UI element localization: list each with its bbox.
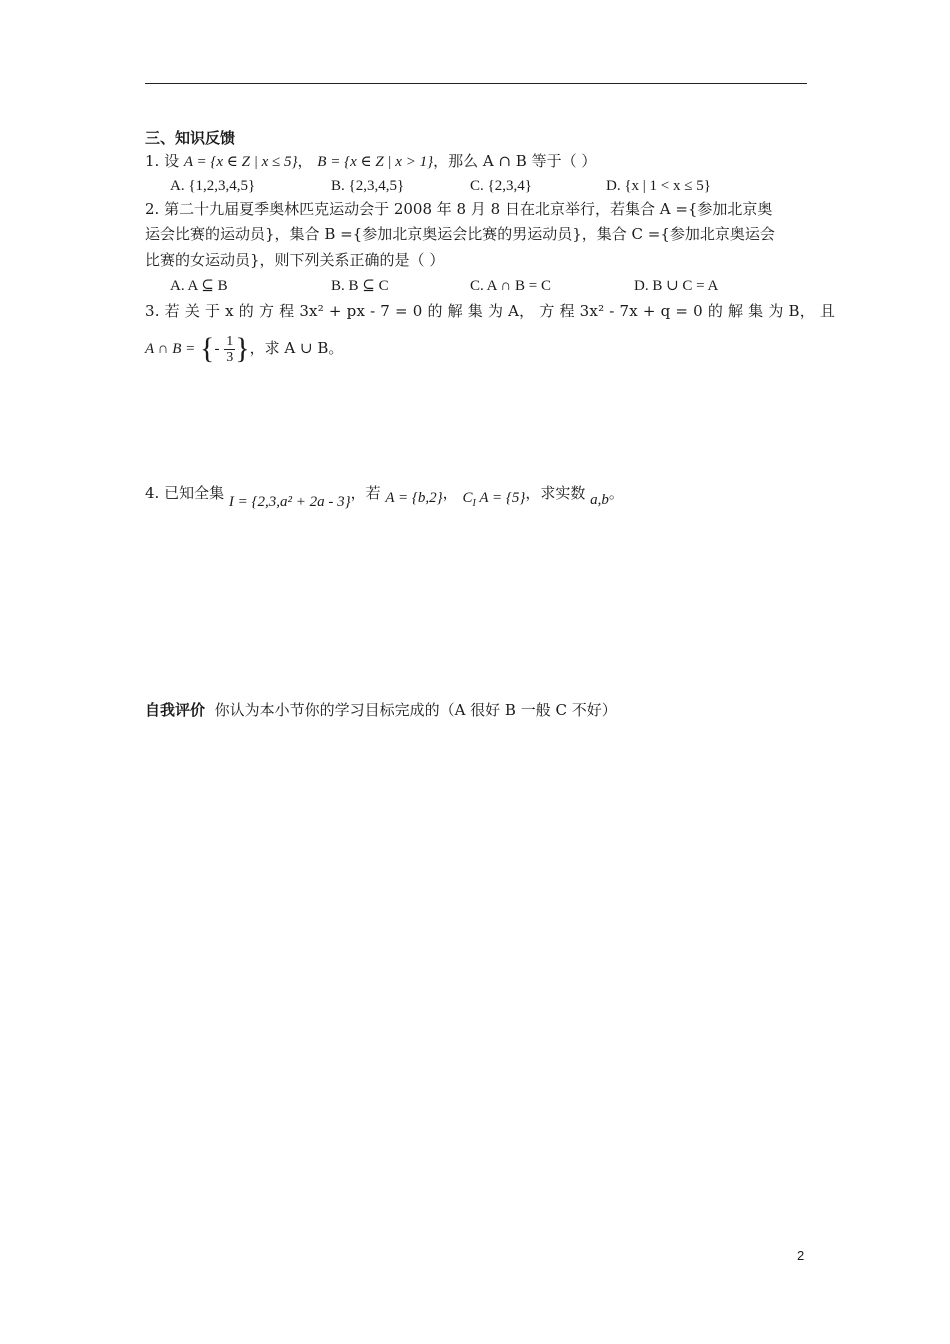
q4-end: 。 [608,484,624,502]
q4-complement-rest: A = {5} [479,490,526,506]
q4-set-i: I = {2,3,a² + 2a - 3} [228,494,351,510]
q3-fraction [224,334,235,365]
q4-complement-sub: I [472,498,476,509]
question-1 [145,150,596,173]
q2-option-b: B. B ⊆ C [331,278,389,294]
section-title: 三、知识反馈 [145,129,236,147]
q4-complement-c: C [462,490,473,506]
q4-complement [462,490,526,509]
q2-line-3: 比赛的女运动员}，则下列关系正确的是（ ） [145,251,445,269]
right-brace-icon: } [235,332,250,365]
q3-intersection: A ∩ B = [145,341,196,357]
q2-option-c: C. A ∩ B = C [470,278,551,294]
q1-option-c: C. {2,3,4} [470,178,532,194]
q1-prefix: 1. 设 [145,152,184,170]
q4-prefix: 4. 已知全集 [145,484,225,502]
q1-set-a: A = {x ∈ Z | x ≤ 5} [183,154,298,170]
q1-option-b: B. {2,3,4,5} [331,178,405,194]
q4-comma: ， [442,484,458,502]
q3-minus: - [214,341,220,357]
q4-vars: a,b [590,492,609,508]
q3-line-1: 3. 若 关 于 x 的 方 程 3x² + px - 7 = 0 的 解 集 为 A， 方 程 3x² - 7x + q = 0 的 解 集 为 B， 且 [145,302,836,320]
q3-tail: ，求 A ∪ B。 [249,339,344,357]
q3-fraction-num: 1 [226,333,234,349]
q1-option-d: D. {x | 1 < x ≤ 5} [606,178,711,194]
q2-option-a: A. A ⊆ B [170,278,228,294]
q4-ruo: ，若 [350,484,381,502]
q1-option-a: A. {1,2,3,4,5} [170,178,256,194]
q1-mid: ， [297,152,318,170]
q2-line-1: 2. 第二十九届夏季奥林匹克运动会于 2008 年 8 月 8 日在北京举行，若集合 A ={参加北京奥 [145,200,773,218]
left-brace-icon: { [200,332,215,365]
header-rule [145,83,807,84]
q3-line-2 [145,330,343,367]
page-number: 2 [797,1248,805,1263]
q1-suffix: ，那么 A ∩ B 等于（ ） [433,152,597,170]
self-evaluation [145,699,617,721]
question-4 [145,478,624,515]
self-eval-text: 你认为本小节你的学习目标完成的（A 很好 B 一般 C 不好） [214,701,617,719]
q2-line-2: 运会比赛的运动员}，集合 B ={参加北京奥运会比赛的男运动员}，集合 C ={参加北京奥运会 [145,225,775,243]
q4-set-a: A = {b,2} [385,490,443,506]
q3-fraction-den: 3 [226,349,234,365]
q4-tail: ，求实数 [525,484,586,502]
q1-set-b: B = {x ∈ Z | x > 1} [317,154,434,170]
self-eval-label: 自我评价 [145,701,206,719]
q2-option-d: D. B ∪ C = A [634,278,719,294]
